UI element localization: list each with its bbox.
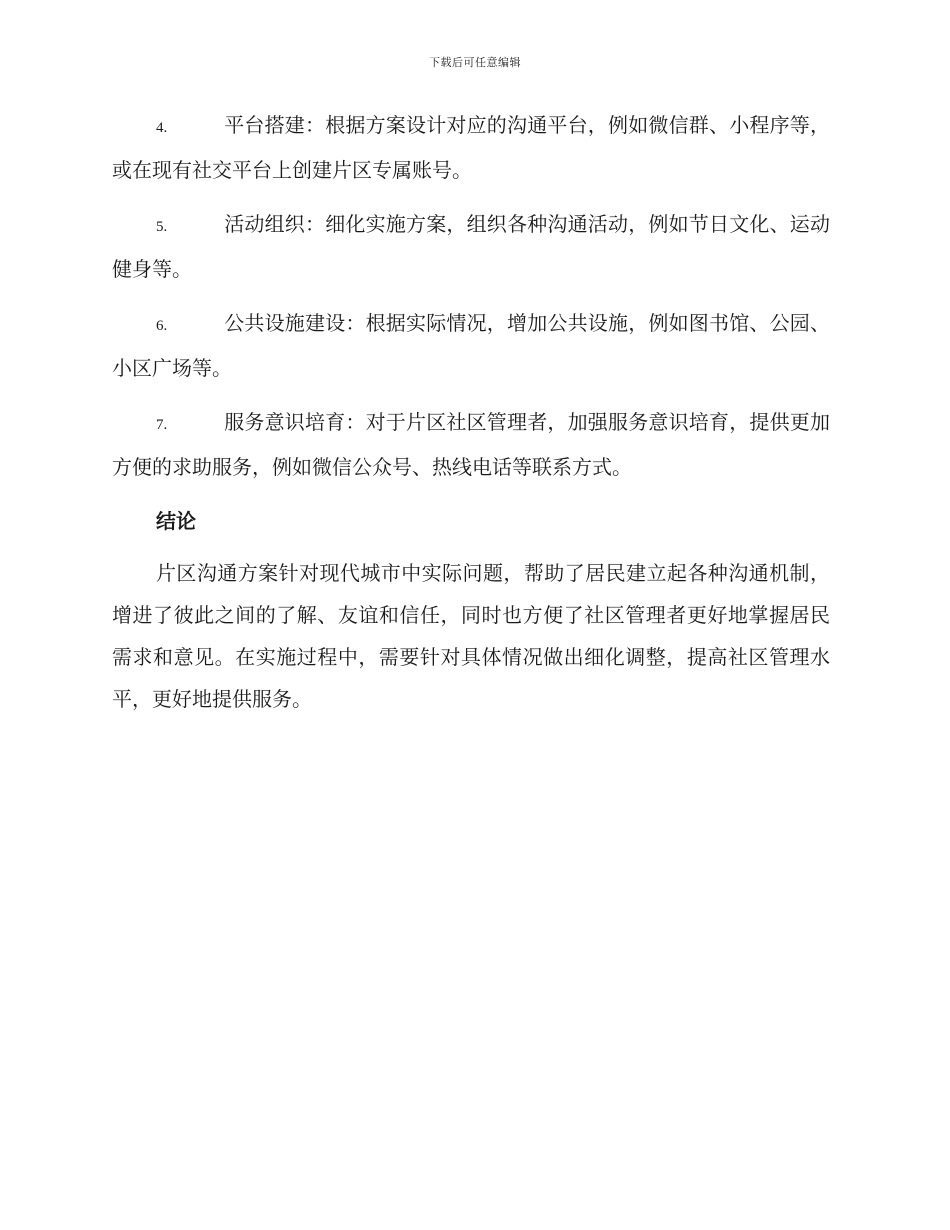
page-header: 下载后可任意编辑 bbox=[429, 56, 521, 69]
document-body bbox=[112, 104, 830, 720]
list-item bbox=[112, 401, 830, 488]
list-item-text: 活动组织：细化实施方案，组织各种沟通活动，例如节日文化、运动健身等。 bbox=[112, 212, 830, 281]
list-item-number: 4. bbox=[156, 120, 168, 136]
list-item-text: 平台搭建：根据方案设计对应的沟通平台，例如微信群、小程序等，或在现有社交平台上创建片区专属账号。 bbox=[112, 113, 830, 182]
list-item bbox=[112, 104, 830, 191]
list-item-number: 5. bbox=[156, 219, 168, 235]
list-item-text: 公共设施建设：根据实际情况，增加公共设施，例如图书馆、公园、小区广场等。 bbox=[112, 311, 830, 380]
list-item-text: 服务意识培育：对于片区社区管理者，加强服务意识培育，提供更加方便的求助服务，例如微信公众号、热线电话等联系方式。 bbox=[112, 410, 830, 479]
conclusion-heading: 结论 bbox=[156, 509, 196, 533]
list-item-number: 7. bbox=[156, 417, 168, 433]
list-item bbox=[112, 203, 830, 290]
list-item bbox=[112, 302, 830, 389]
conclusion-paragraph: 片区沟通方案针对现代城市中实际问题，帮助了居民建立起各种沟通机制，增进了彼此之间的了解、友谊和信任，同时也方便了社区管理者更好地掌握居民需求和意见。在实施过程中，需要针对具体情况做出细化调整，提高社区管理水平，更好地提供服务。 bbox=[112, 561, 830, 711]
list-item-number: 6. bbox=[156, 318, 168, 334]
